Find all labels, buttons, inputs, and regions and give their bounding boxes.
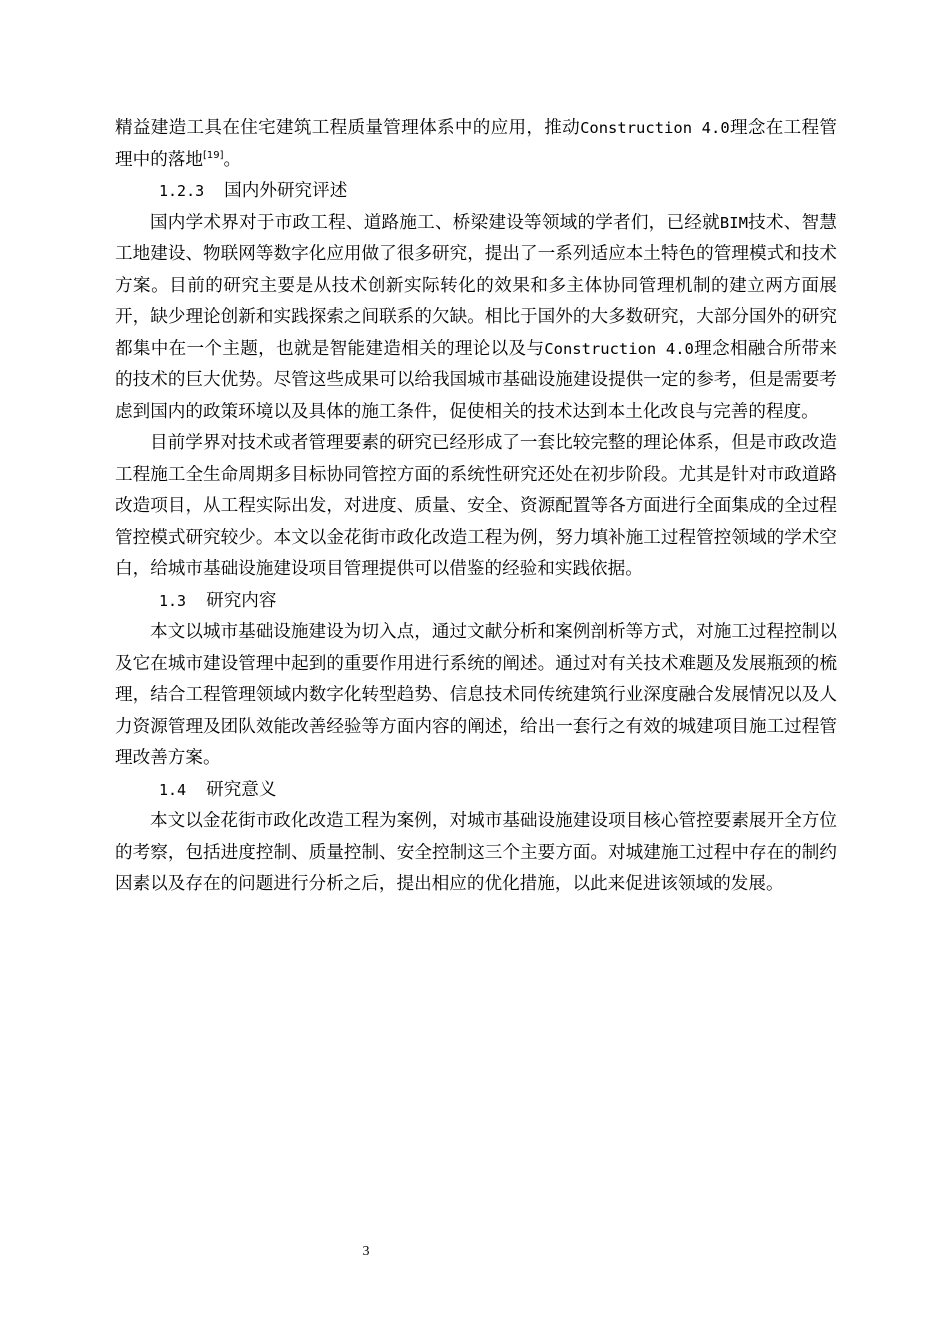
paragraph-text: 。 <box>223 149 242 170</box>
paragraph-research-significance: 本文以金花街市政化改造工程为案例，对城市基础设施建设项目核心管控要素展开全方位的考察，包括进度控制、质量控制、安全控制这三个主要方面。对城建施工过程中存在的制约因素以及存在的问题进行分析之后，提出相应的优化措施，以此来促进该领域的发展。 <box>115 811 837 894</box>
section-heading-1-3 <box>115 586 837 618</box>
paragraph-text: 技术、智慧工地建设、物联网等数字化应用做了很多研究，提出了一系列适应本土特色的管理模式和技术方案。目前的研究主要是从技术创新实际转化的效果和多主体协同管理机制的建立两方面展开，缺少理论创新和实践探索之间联系的欠缺。相比于国外的大多数研究，大部分国外的研究都集中在一个主题，也就是智能建造相关的理论以及与 <box>115 212 837 359</box>
page-number: 3 <box>362 1244 370 1259</box>
section-number: 1.4 <box>159 780 187 799</box>
paragraph-research-content: 本文以城市基础设施建设为切入点，通过文献分析和案例剖析等方式，对施工过程控制以及它在城市建设管理中起到的重要作用进行系统的阐述。通过对有关技术难题及发展瓶颈的梳理，结合工程管理领域内数字化转型趋势、信息技术同传统建筑行业深度融合发展情况以及人力资源管理及团队效能改善经验等方面内容的阐述，给出一套行之有效的城建项目施工过程管理改善方案。 <box>115 622 837 768</box>
paragraph-text: 国内学术界对于市政工程、道路施工、桥梁建设等领域的学者们，已经就 <box>150 212 720 233</box>
paragraph-domestic-research <box>115 208 837 429</box>
paragraph-term: BIM <box>719 213 748 232</box>
section-title: 研究内容 <box>206 590 277 611</box>
document-page <box>115 113 837 901</box>
section-title: 研究意义 <box>206 779 277 800</box>
section-number: 1.3 <box>159 591 187 610</box>
section-number: 1.2.3 <box>159 182 205 200</box>
citation-ref[interactable]: [19] <box>202 149 224 161</box>
section-heading-1-2-3 <box>115 176 837 208</box>
paragraph-text: 精益建造工具在住宅建筑工程质量管理体系中的应用，推动 <box>115 118 581 138</box>
paragraph-term: Construction 4.0 <box>544 339 694 358</box>
section-heading-1-4 <box>115 775 837 807</box>
paragraph-continuation <box>115 113 837 176</box>
paragraph-research-gap: 目前学界对技术或者管理要素的研究已经形成了一套比较完整的理论体系，但是市政改造工程施工全生命周期多目标协同管控方面的系统性研究还处在初步阶段。尤其是针对市政道路改造项目，从工程实际出发，对进度、质量、安全、资源配置等各方面进行全面集成的全过程管控模式研究较少。本文以金花街市政化改造工程为例，努力填补施工过程管控领域的学术空白，给城市基础设施建设项目管理提供可以借鉴的经验和实践依据。 <box>115 433 837 579</box>
paragraph-term: Construction 4.0 <box>580 119 730 137</box>
paragraph-text: 理念相融合所带来的技术的巨大优势。尽管这些成果可以给我国城市基础设施建设提供一定的参考，但是需要考虑到国内的政策环境以及具体的施工条件，促使相关的技术达到本土化改良与完善的程度。 <box>115 338 837 422</box>
paragraph-text: 理念在工程管理中的落地 <box>115 118 837 170</box>
section-title: 国内外研究评述 <box>224 181 348 201</box>
